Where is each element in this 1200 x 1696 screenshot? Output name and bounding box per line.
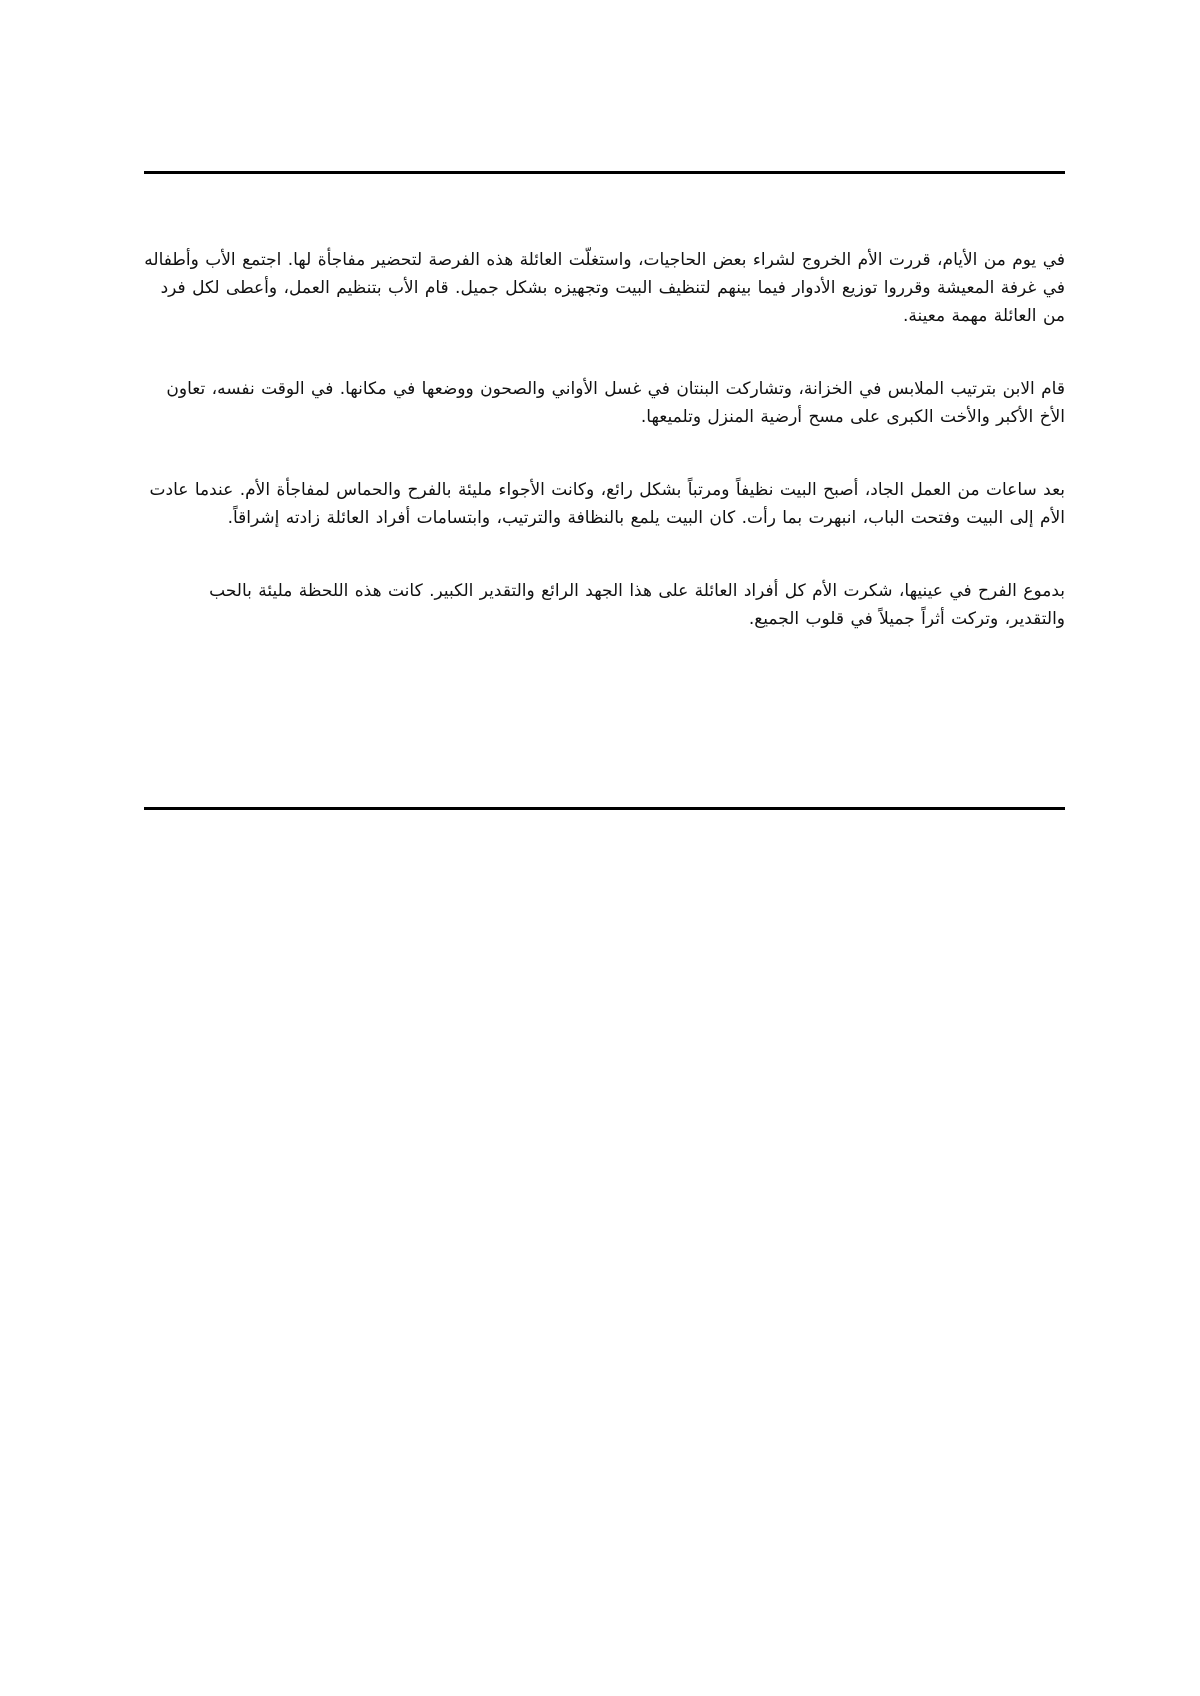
paragraph-2: قام الابن بترتيب الملابس في الخزانة، وتشاركت البنتان في غسل الأواني والصحون ووضعها في مكانها. في الوقت نفسه، تعاون الأخ الأكبر والأخت الكبرى على مسح أرضية المنزل وتلميعها. bbox=[166, 379, 1065, 427]
top-divider bbox=[144, 171, 1065, 174]
paragraph-4: بدموع الفرح في عينيها، شكرت الأم كل أفراد العائلة على هذا الجهد الرائع والتقدير الكبير. كانت هذه اللحظة مليئة بالحب والتقدير، وتركت أثراً جميلاً في قلوب الجميع. bbox=[209, 581, 1065, 629]
bottom-divider bbox=[144, 807, 1065, 810]
document-body bbox=[144, 246, 1065, 678]
paragraph-1: في يوم من الأيام، قررت الأم الخروج لشراء بعض الحاجيات، واستغلّت العائلة هذه الفرصة لتحضير مفاجأة لها. اجتمع الأب وأطفاله في غرفة المعيشة وقرروا توزيع الأدوار فيما بينهم لتنظيف البيت وتجهيزه بشكل جميل. قام الأب بتنظيم العمل، وأعطى لكل فرد من العائلة مهمة معينة. bbox=[144, 250, 1065, 326]
paragraph-3: بعد ساعات من العمل الجاد، أصبح البيت نظيفاً ومرتباً بشكل رائع، وكانت الأجواء مليئة بالفرح والحماس لمفاجأة الأم. عندما عادت الأم إلى البيت وفتحت الباب، انبهرت بما رأت. كان البيت يلمع بالنظافة والترتيب، وابتسامات أفراد العائلة زادته إشراقاً. bbox=[149, 480, 1065, 528]
